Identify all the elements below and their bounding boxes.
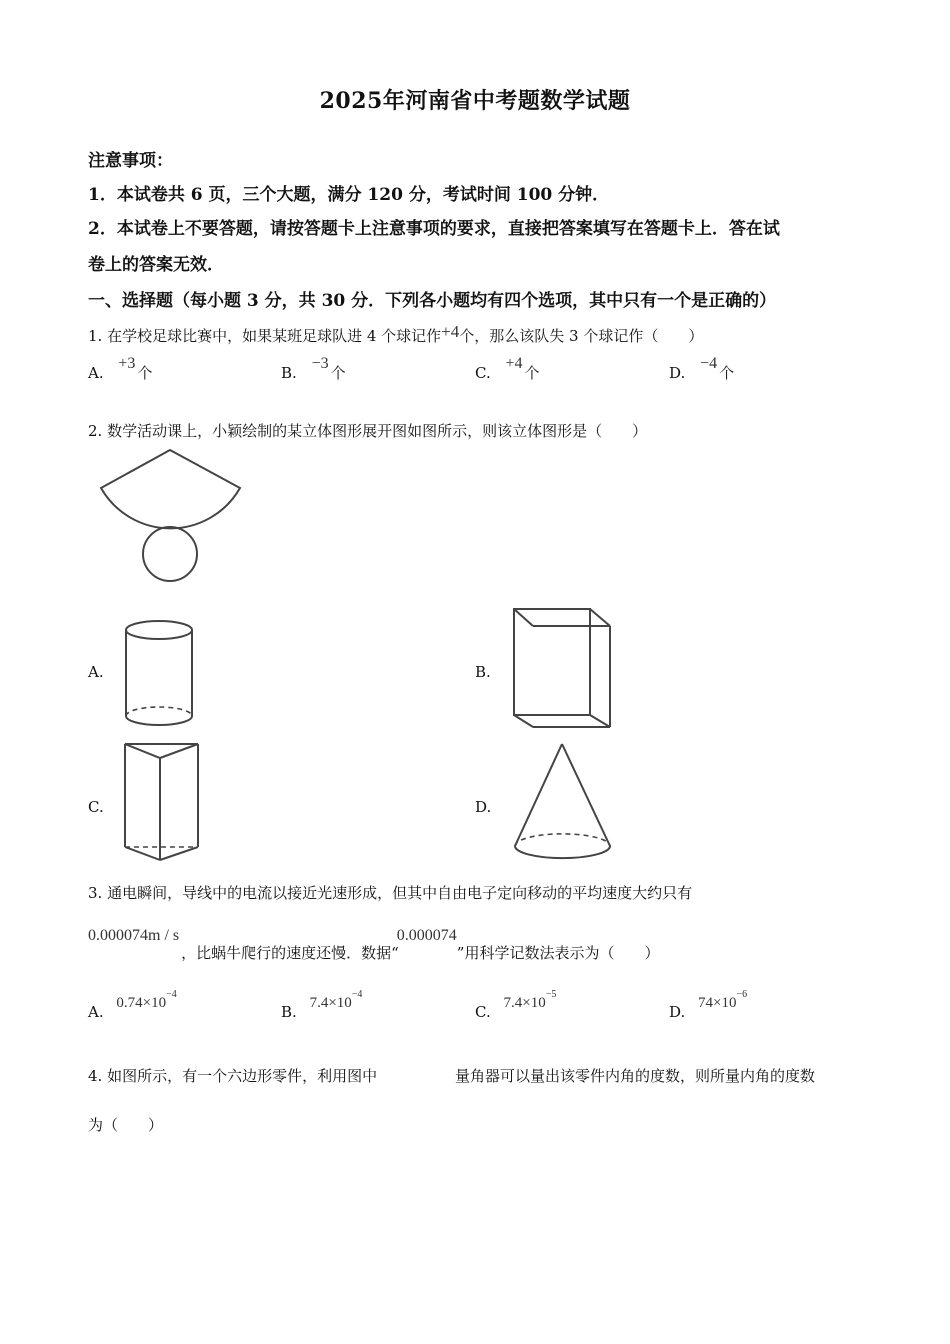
q1-option-b[interactable] (281, 355, 346, 383)
q2-option-a-label[interactable]: A. (88, 663, 104, 681)
q2-option-c-label[interactable]: C. (88, 798, 104, 816)
q1-option-c[interactable] (475, 355, 540, 383)
q1-stem-math: +4 (441, 322, 460, 341)
q1-option-a[interactable] (88, 355, 153, 383)
option-label: B. (281, 364, 297, 382)
option-label: A. (88, 1003, 104, 1021)
option-math: −4 (700, 355, 718, 372)
q2-option-b-label[interactable]: B. (475, 663, 491, 681)
q3-speed: 0.000074m / s (88, 927, 180, 944)
option-label: D. (669, 364, 686, 382)
q3-option-c[interactable] (475, 989, 557, 1022)
q4-stem-line2: 为（ ） (88, 1116, 164, 1134)
q3-option-a[interactable] (88, 989, 177, 1022)
q3-stem-line1: 3. 通电瞬间，导线中的电流以接近光速形成，但其中自由电子定向移动的平均速度大约只有 (88, 884, 693, 902)
q2-stem: 2. 数学活动课上，小颖绘制的某立体图形展开图如图所示，则该立体图形是（ ） (88, 422, 648, 440)
q4-stem-b: 量角器可以量出该零件内角的度数，则所量内角的度数 (455, 1067, 816, 1085)
option-base: 7.4×10 (503, 995, 546, 1011)
option-unit: 个 (137, 364, 153, 382)
q2-option-b-prism[interactable] (511, 607, 615, 731)
q3-option-d[interactable] (669, 989, 748, 1022)
q2-option-d-cone[interactable] (512, 742, 614, 864)
option-math: +3 (118, 355, 136, 372)
q2-option-a-cylinder[interactable] (124, 618, 196, 730)
option-exponent: −5 (545, 989, 557, 1000)
option-math: +4 (505, 355, 523, 372)
option-base: 74×10 (698, 995, 737, 1011)
q3-data: 0.000074 (396, 927, 457, 944)
option-exponent: −4 (351, 989, 363, 1000)
notice-item-1: 1．本试卷共 6 页，三个大题，满分 120 分，考试时间 100 分钟． (88, 185, 610, 205)
q3-stem-end: ”用科学记数法表示为（ ） (456, 944, 660, 962)
q1-stem (88, 322, 704, 346)
option-unit: 个 (330, 364, 346, 382)
q2-option-d-label[interactable]: D. (475, 798, 492, 816)
q2-option-c-triangular-prism[interactable] (122, 741, 204, 863)
option-base: 7.4×10 (309, 995, 352, 1011)
option-label: B. (281, 1003, 297, 1021)
page-title: 2025年河南省中考题数学试题 (319, 88, 631, 114)
option-label: C. (475, 1003, 491, 1021)
option-exponent: −6 (736, 989, 748, 1000)
q4-stem-a: 4. 如图所示，有一个六边形零件，利用图中 (88, 1067, 378, 1085)
option-unit: 个 (719, 364, 735, 382)
q3-stem-line2 (88, 927, 660, 962)
option-math: −3 (311, 355, 329, 372)
q2-net-figure (98, 448, 244, 584)
q3-stem-mid: ，比蜗牛爬行的速度还慢．数据“ (181, 944, 399, 962)
option-label: D. (669, 1003, 686, 1021)
q3-option-b[interactable] (281, 989, 363, 1022)
option-exponent: −4 (166, 989, 177, 1000)
q1-option-d[interactable] (669, 355, 735, 383)
option-label: A. (88, 364, 104, 382)
q1-stem-text-b: 个，那么该队失 3 个球记作（ ） (459, 327, 704, 345)
option-label: C. (475, 364, 491, 382)
option-unit: 个 (524, 364, 540, 382)
notice-item-2-line2: 卷上的答案无效． (88, 255, 224, 275)
notice-heading: 注意事项： (88, 151, 173, 171)
section-1-heading: 一、选择题（每小题 3 分，共 30 分．下列各小题均有四个选项，其中只有一个是正确的） (88, 291, 777, 311)
option-base: 0.74×10 (116, 995, 167, 1011)
notice-item-2-line1: 2．本试卷上不要答题，请按答题卡上注意事项的要求，直接把答案填写在答题卡上．答在试 (88, 219, 780, 239)
q1-stem-text-a: 1. 在学校足球比赛中，如果某班足球队进 4 个球记作 (88, 327, 442, 345)
